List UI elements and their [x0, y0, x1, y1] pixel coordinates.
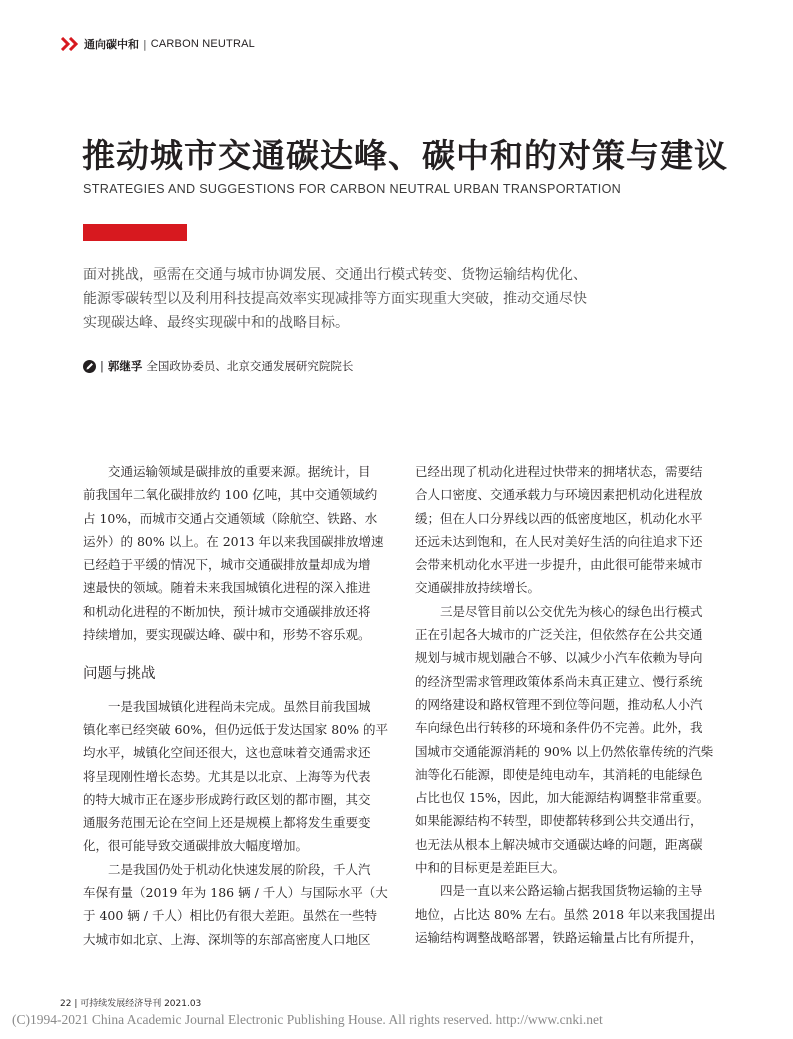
- body-line: 合人口密度、交通承载力与环境因素把机动化进程放: [415, 487, 703, 503]
- body-line: 于 400 辆 / 千人）相比仍有很大差距。虽然在一些特: [83, 908, 377, 924]
- body-line: 四是一直以来公路运输占据我国货物运输的主导: [440, 883, 703, 899]
- body-line: 规划与城市规划融合不够、以减少小汽车依赖为导向: [415, 650, 703, 666]
- body-line: 三是尽管目前以公交优先为核心的绿色出行模式: [440, 603, 703, 619]
- body-line: 已经出现了机动化进程过快带来的拥堵状态，需要结: [415, 464, 703, 479]
- body-line: 缓；但在人口分界线以西的低密度地区，机动化水平: [415, 510, 703, 526]
- body-line: 镇化率已经突破 60%，但仍远低于发达国家 80% 的平: [83, 721, 388, 737]
- double-chevron-icon: [60, 37, 80, 51]
- abstract-line: 面对挑战，亟需在交通与城市协调发展、交通出行模式转变、货物运输结构优化、: [83, 267, 587, 283]
- abstract: [83, 263, 643, 335]
- abstract-line: 能源零碳转型以及利用科技提高效率实现减排等方面实现重大突破，推动交通尽快: [83, 291, 587, 307]
- body-line: 持续增加，要实现碳达峰、碳中和，形势不容乐观。: [83, 627, 371, 643]
- author-name: 郭继孚: [107, 359, 143, 373]
- body-line: 交通碳排放持续增长。: [415, 580, 541, 596]
- abstract-line: 实现碳达峰、最终实现碳中和的战略目标。: [83, 315, 349, 331]
- body-line: 的特大城市正在逐步形成跨行政区划的都市圈，其交: [83, 791, 371, 807]
- body-line: 也无法从根本上解决城市交通碳达峰的问题，距离碳: [415, 836, 703, 852]
- article-subtitle-en: STRATEGIES AND SUGGESTIONS FOR CARBON NEUTRAL URBAN TRANSPORTATION: [83, 182, 622, 196]
- body-line: 地位，占比达 80% 左右。虽然 2018 年以来我国提出: [415, 906, 716, 922]
- body-line: 运输结构调整战略部署，铁路运输量占比有所提升，: [415, 929, 703, 945]
- body-line: 二是我国仍处于机动化快速发展的阶段，千人汽: [108, 861, 371, 877]
- section-name-en: CARBON NEUTRAL: [150, 38, 255, 50]
- body-line: 前我国年二氧化碳排放约 100 亿吨，其中交通领域约: [83, 487, 378, 503]
- section-separator: |: [143, 37, 147, 51]
- body-line: 速最快的领域。随着未来我国城镇化进程的深入推进: [83, 580, 371, 596]
- body-line: 还远未达到饱和，在人民对美好生活的向往追求下还: [415, 533, 703, 549]
- section-heading: 问题与挑战: [83, 666, 156, 683]
- body-line: 运外）的 80% 以上。在 2013 年以来我国碳排放增速: [83, 533, 384, 549]
- body-line: 占比也仅 15%，因此，加大能源结构调整非常重要。: [415, 790, 710, 806]
- body-line: 化，很可能导致交通碳排放大幅度增加。: [83, 838, 309, 854]
- section-name-cn: 通向碳中和: [84, 38, 139, 51]
- section-tag: [60, 36, 255, 52]
- copyright-notice: (C)1994-2021 China Academic Journal Electronic Publishing House. All rights reserved. http://www.cnki.net: [12, 1012, 603, 1027]
- article-title: 推动城市交通碳达峰、碳中和的对策与建议: [82, 136, 728, 175]
- body-line: 车保有量（2019 年为 186 辆 / 千人）与国际水平（大: [83, 885, 388, 901]
- body-line: 和机动化进程的不断加快，预计城市交通碳排放还将: [83, 603, 371, 619]
- body-line: 交通运输领域是碳排放的重要来源。据统计，目: [108, 464, 371, 479]
- body-line: 的网络建设和路权管理不到位等问题，推动私人小汽: [415, 696, 703, 712]
- body-line: 已经趋于平缓的情况下，城市交通碳排放量却成为增: [83, 557, 371, 573]
- body-line: 油等化石能源，即使是纯电动车，其消耗的电能绿色: [415, 766, 703, 782]
- author-affiliation: 全国政协委员、北京交通发展研究院院长: [146, 359, 354, 373]
- body-line: 大城市如北京、上海、深圳等的东部高密度人口地区: [83, 931, 371, 947]
- body-line: 占 10%，而城市交通占交通领域（除航空、铁路、水: [83, 510, 378, 526]
- pen-circle-icon: [83, 360, 96, 373]
- byline: [83, 358, 353, 374]
- body-line: 均水平，城镇化空间还很大，这也意味着交通需求还: [83, 745, 371, 761]
- body-line: 将呈现刚性增长态势。尤其是以北京、上海等为代表: [83, 768, 371, 784]
- body-line: 正在引起各大城市的广泛关注，但依然存在公共交通: [415, 627, 703, 643]
- body-line: 如果能源结构不转型，即使都转移到公共交通出行，: [415, 813, 703, 829]
- body-line: 的经济型需求管理政策体系尚未真正建立、慢行系统: [415, 673, 703, 689]
- body-line: 通服务范围无论在空间上还是规模上都将发生重要变: [83, 815, 371, 831]
- body-line: 中和的目标更是差距巨大。: [415, 860, 566, 876]
- body-line: 国城市交通能源消耗的 90% 以上仍然依靠传统的汽柴: [415, 743, 714, 759]
- body-line: 一是我国城镇化进程尚未完成。虽然目前我国城: [108, 698, 371, 714]
- body-column-left: [83, 460, 388, 951]
- page-footer: 22 | 可持续发展经济导刊 2021.03: [60, 999, 202, 1009]
- body-line: 车向绿色出行转移的环境和条件仍不完善。此外，我: [415, 720, 703, 736]
- body-column-right: [415, 460, 720, 949]
- byline-separator: |: [100, 359, 104, 373]
- accent-bar: [83, 224, 187, 241]
- body-line: 会带来机动化水平进一步提升，由此很可能带来城市: [415, 557, 703, 573]
